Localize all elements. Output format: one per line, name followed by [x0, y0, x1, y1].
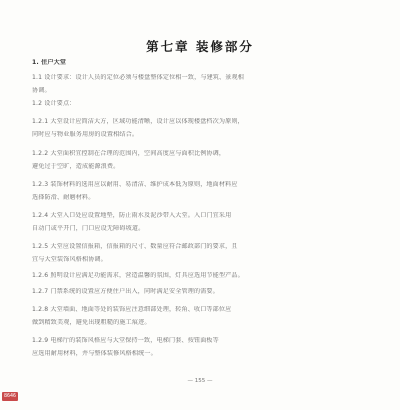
body-line: 做到精致美观，避免出现粗糙的施工痕迹。	[32, 319, 151, 326]
section-heading: 1. 住户大堂	[32, 59, 67, 66]
body-line: 1.2.9 电梯厅的装饰风格应与大堂保持一致，电梯门套、按钮面板等	[32, 337, 219, 344]
body-line: 1.1 设计要求：设计人员的定位必须与楼盘整体定位相一致，与建筑、景观相	[32, 74, 245, 81]
body-line: 选择防滑、耐磨材料。	[32, 194, 95, 201]
body-line: 1.2.5 大堂应设置信报箱，信报箱的尺寸、数量应符合邮政部门的要求，且	[32, 243, 238, 250]
body-line: 1.2.4 大堂入口处应设置地垫，防止雨水及泥沙带入大堂。入口门宜采用	[32, 212, 232, 219]
body-line: 1.2.3 装饰材料的选用应以耐用、易清洁、维护成本低为原则，地面材料应	[32, 181, 238, 188]
body-line: 协调。	[32, 87, 51, 94]
body-line: 应选用耐用材料，并与整体装修风格相统一。	[32, 350, 157, 357]
body-line: 自动门或平开门，门口应设无障碍坡道。	[32, 225, 145, 232]
body-line: 1.2.2 大堂面积宜控制在合理的范围内，空间高度应与面积比例协调，	[32, 150, 226, 157]
body-line: 1.2.1 大堂设计应简洁大方，区域功能清晰，设计应以体现楼盘档次为原则，	[32, 118, 244, 125]
chapter-title: 第七章 装修部分	[146, 39, 254, 54]
body-line: 宜与大堂装饰风格相协调。	[32, 256, 107, 263]
subsection-heading: 1.2 设计要点：	[32, 100, 76, 107]
page-number: — 155 —	[187, 378, 213, 384]
corner-mark: 8646	[3, 393, 17, 399]
body-line: 避免过于空旷，造成能源浪费。	[32, 163, 120, 170]
body-line: 1.2.6 照明设计应满足功能需求，营造温馨的氛围，灯具应选用节能型产品。	[32, 272, 244, 279]
body-line: 1.2.8 大堂墙面、地面等处的装饰应注意细部处理，转角、收口等部位应	[32, 306, 232, 313]
body-line: 1.2.7 门禁系统的设置应方便住户出入，同时满足安全管理的需要。	[32, 288, 219, 295]
body-line: 同时应与物业服务用房的设置相结合。	[32, 131, 139, 138]
